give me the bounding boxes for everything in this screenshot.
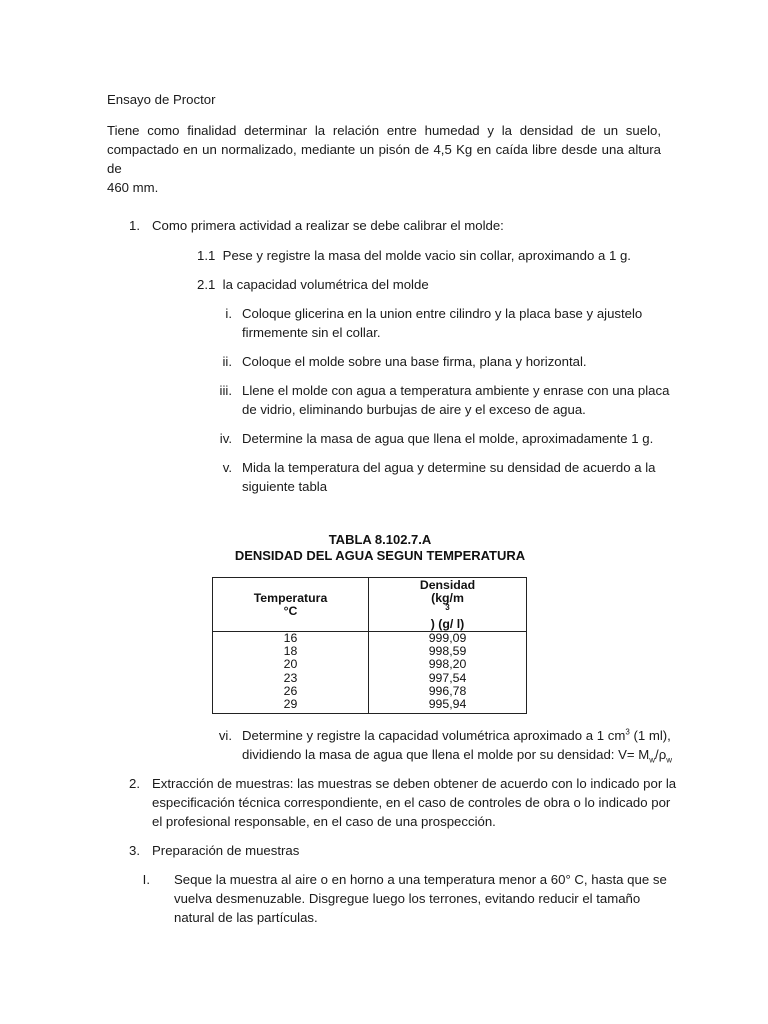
header-line: (kg/m $^3$ ) (g/ l): [430, 591, 465, 631]
roman-number: iii.: [219, 383, 232, 398]
table-row: [213, 632, 527, 646]
step-text: Preparación de muestras: [152, 843, 300, 858]
step-text: Como primera actividad a realizar se debe calibrar el molde:: [152, 218, 504, 233]
density-cell: 998,20: [369, 658, 527, 671]
step-number: 2.: [129, 776, 140, 791]
text-line: Llene el molde con agua a temperatura ambiente y enrase con una placa: [242, 383, 670, 398]
roman-item-text: Determine la masa de agua que llena el molde, aproximadamente 1 g.: [242, 431, 654, 446]
header-line: Densidad: [419, 578, 476, 592]
document-title: Ensayo de Proctor: [107, 92, 216, 107]
roman-number: iv.: [219, 431, 232, 446]
density-cell: 999,09: [369, 632, 527, 646]
temp-cell: 18: [213, 645, 369, 658]
substep-number: 2.1: [197, 277, 216, 292]
density-cell: 995,94: [369, 698, 527, 714]
roman-number: I.: [142, 872, 150, 887]
substep-1-1: [197, 246, 631, 265]
table-row: [213, 645, 527, 658]
text-line: dividiendo la masa de agua que llena el molde por su densidad: $V= M_w/\rho_w$: [242, 747, 672, 765]
temp-cell: 16: [213, 632, 369, 646]
density-cell: 997,54: [369, 672, 527, 685]
table-row: [213, 698, 527, 714]
step-text: [152, 774, 676, 831]
temp-cell: 20: [213, 658, 369, 671]
column-header-density: [369, 578, 527, 632]
roman-item-text: Coloque el molde sobre una base firma, plana y horizontal.: [242, 354, 587, 369]
density-cell: 998,59: [369, 645, 527, 658]
substep-number: 1.1: [197, 248, 216, 263]
roman-item-text: [242, 458, 655, 496]
intro-line: compactado en un normalizado, mediante un pisón de 4,5 Kg en caída libre desde una altura de: [107, 142, 661, 176]
text-line: Coloque glicerina en la union entre cilindro y la placa base y ajustelo: [242, 306, 643, 321]
roman-number: i.: [225, 306, 232, 321]
density-cell: 996,78: [369, 685, 527, 698]
roman-number: ii.: [222, 354, 232, 369]
text-line: Mida la temperatura del agua y determine su densidad de acuerdo a la: [242, 460, 656, 475]
text-line: firmemente sin el collar.: [242, 325, 381, 340]
table-subtitle: DENSIDAD DEL AGUA SEGUN TEMPERATURA: [234, 548, 526, 563]
roman-number: vi.: [218, 728, 232, 743]
intro-line: Tiene como finalidad determinar la relación entre humedad y la densidad de un suelo,: [107, 123, 661, 138]
text-line: siguiente tabla: [242, 479, 328, 494]
substep-text: Pese y registre la masa del molde vacio sin collar, aproximando a 1 g.: [222, 248, 631, 263]
table-row: [213, 672, 527, 685]
step-number: 3.: [129, 843, 140, 858]
step-number: 1.: [129, 218, 140, 233]
temp-cell: 29: [213, 698, 369, 714]
text-line: de vidrio, eliminando burbujas de aire y el exceso de agua.: [242, 402, 586, 417]
temp-cell: 23: [213, 672, 369, 685]
table-row: [213, 685, 527, 698]
header-line: °C: [283, 604, 298, 618]
text-line: Determine y registre la capacidad volumétrica aproximado a 1 $cm^3$ (1 ml),: [242, 727, 671, 743]
text-line: el profesional responsable, en el caso de una prospección.: [152, 814, 496, 829]
table-row: [213, 658, 527, 671]
roman-item-text: [242, 381, 669, 419]
text-line: especificación técnica correspondiente, en el caso de controles de obra o lo indicado por: [152, 795, 671, 810]
table-header-row: [213, 578, 527, 632]
text-line: vuelva desmenuzable. Disgregue luego los terrones, evitando reducir el tamaño: [174, 891, 641, 906]
header-line: Temperatura: [253, 591, 328, 605]
roman-number: v.: [222, 460, 232, 475]
substep-text: la capacidad volumétrica del molde: [222, 277, 429, 292]
roman-item-text: [174, 870, 667, 927]
column-header-temperature: [213, 578, 369, 632]
roman-item-text: [242, 304, 642, 342]
table-title: TABLA 8.102.7.A: [328, 532, 432, 547]
roman-item-text: [242, 726, 672, 764]
intro-paragraph: [107, 121, 661, 197]
text-line: Seque la muestra al aire o en horno a una temperatura menor a 60° C, hasta que se: [174, 872, 667, 887]
temp-cell: 26: [213, 685, 369, 698]
substep-2-1: [197, 275, 429, 294]
text-line: Extracción de muestras: las muestras se deben obtener de acuerdo con lo indicado por la: [152, 776, 677, 791]
text-line: natural de las partículas.: [174, 910, 318, 925]
density-table: [212, 577, 527, 714]
intro-line: 460 mm.: [107, 180, 159, 195]
